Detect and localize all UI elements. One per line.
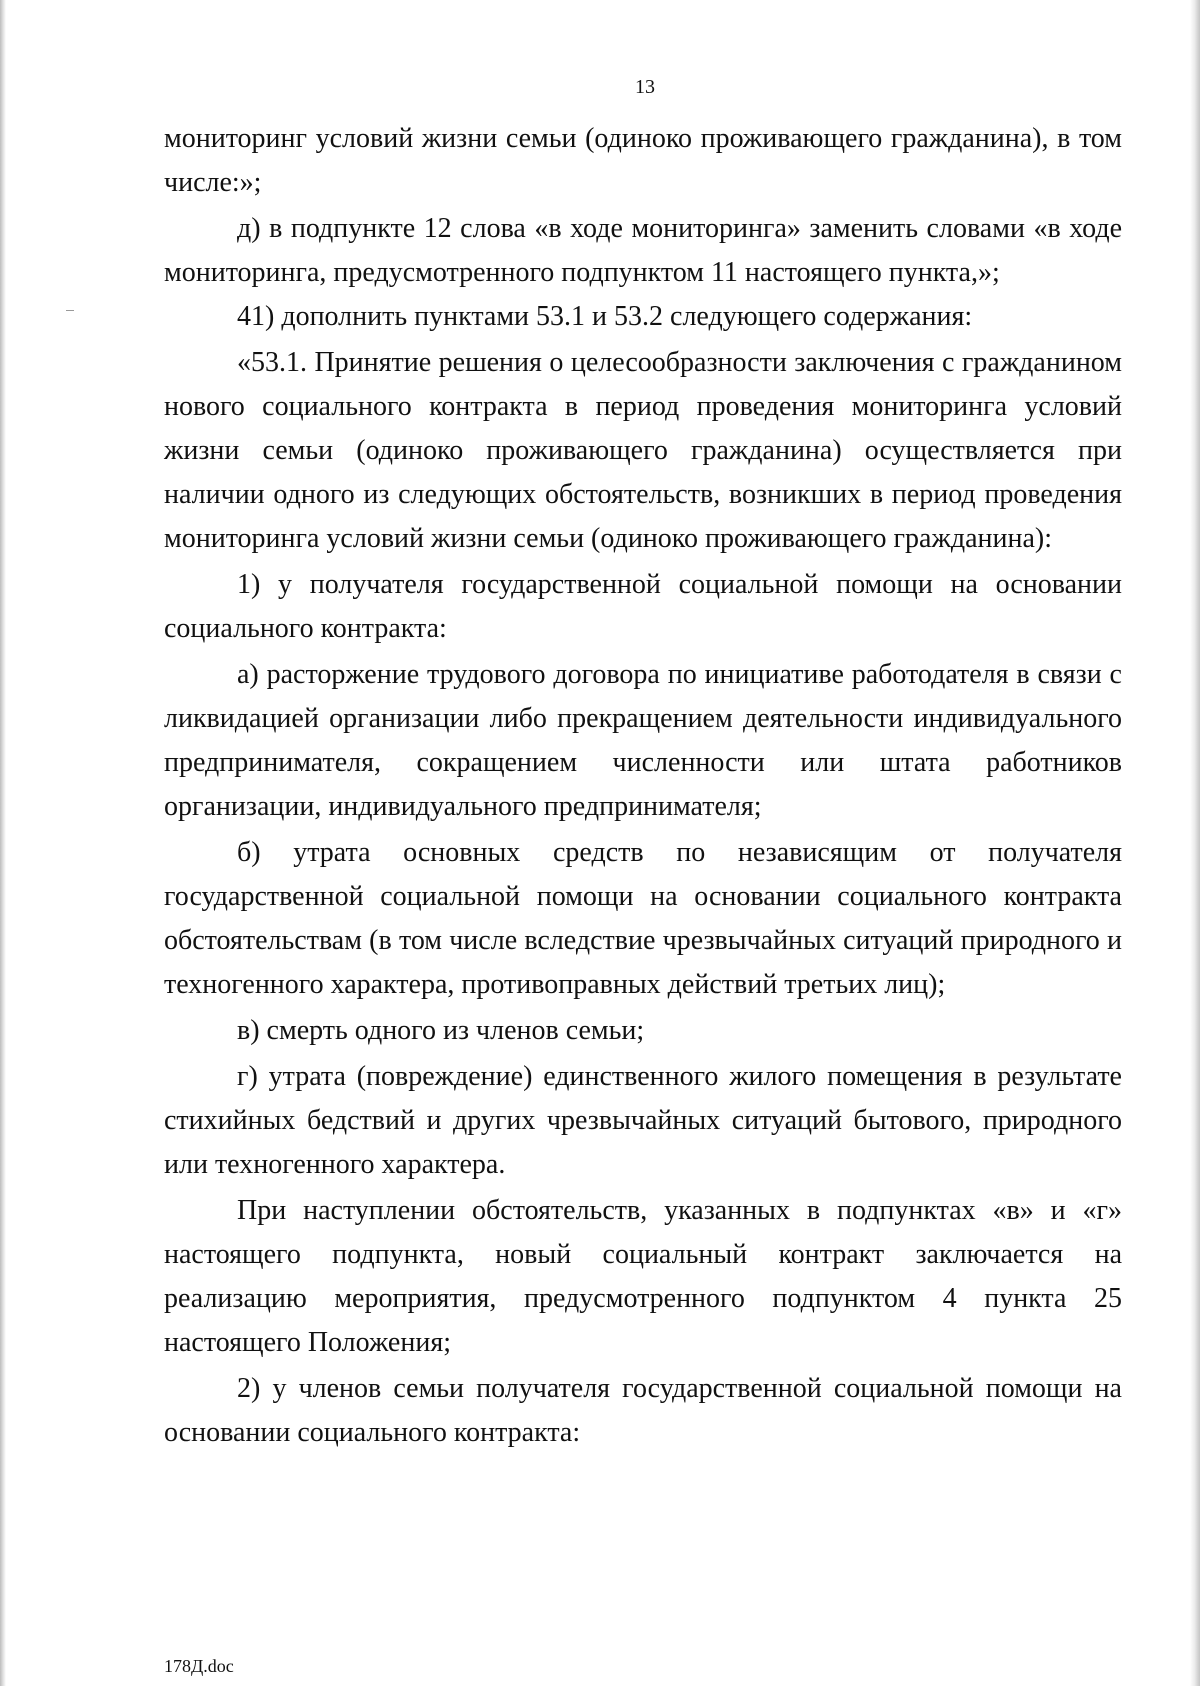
page-number: 13: [635, 76, 655, 98]
scan-edge-right: [1190, 0, 1200, 1686]
margin-mark: [66, 310, 74, 311]
paragraph-case-1: 1) у получателя государственной социальной помощи на основании социального контракта:: [164, 569, 1122, 644]
paragraph-53-1: «53.1. Принятие решения о целесообразности заключения с гражданином нового социального контракта в период проведения мониторинга условий жизни семьи (одиноко проживающего гражданина) осуществляется при наличии одного из следующих обстоятельств, возникших в период проведения мониторинга условий жизни семьи (одиноко проживающего гражданина):: [164, 347, 1122, 554]
paragraph-case-b: б) утрата основных средств по независящим от получателя государственной социальной помощи на основании социального контракта обстоятельствам (в том числе вследствие чрезвычайных ситуаций природного и техногенного характера, противоправных действий третьих лиц);: [164, 837, 1122, 1000]
paragraph-continuation: мониторинг условий жизни семьи (одиноко проживающего гражданина), в том числе:»;: [164, 123, 1122, 198]
paragraph-item-41: 41) дополнить пунктами 53.1 и 53.2 следующего содержания:: [237, 301, 973, 332]
footer-filename: 178Д.doc: [164, 1656, 234, 1676]
paragraph-case-2: 2) у членов семьи получателя государственной социальной помощи на основании социального контракта:: [164, 1373, 1122, 1448]
paragraph-case-a: а) расторжение трудового договора по инициативе работодателя в связи с ликвидацией организации либо прекращением деятельности индивидуального предпринимателя, сокращением численности или штата работников организации, индивидуального предпринимателя;: [164, 659, 1122, 822]
paragraph-subitem-d: д) в подпункте 12 слова «в ходе мониторинга» заменить словами «в ходе мониторинга, предусмотренного подпунктом 11 настоящего пункта,»;: [164, 213, 1122, 288]
paragraph-case-v: в) смерть одного из членов семьи;: [237, 1015, 645, 1046]
paragraph-note: При наступлении обстоятельств, указанных в подпунктах «в» и «г» настоящего подпункта, новый социальный контракт заключается на реализацию мероприятия, предусмотренного подпунктом 4 пункта 25 настоящего Положения;: [164, 1195, 1122, 1358]
paragraph-case-g: г) утрата (повреждение) единственного жилого помещения в результате стихийных бедствий и других чрезвычайных ситуаций бытового, природного или техногенного характера.: [164, 1061, 1122, 1180]
document-body: [164, 117, 1122, 1455]
scan-edge-left: [0, 0, 6, 1686]
